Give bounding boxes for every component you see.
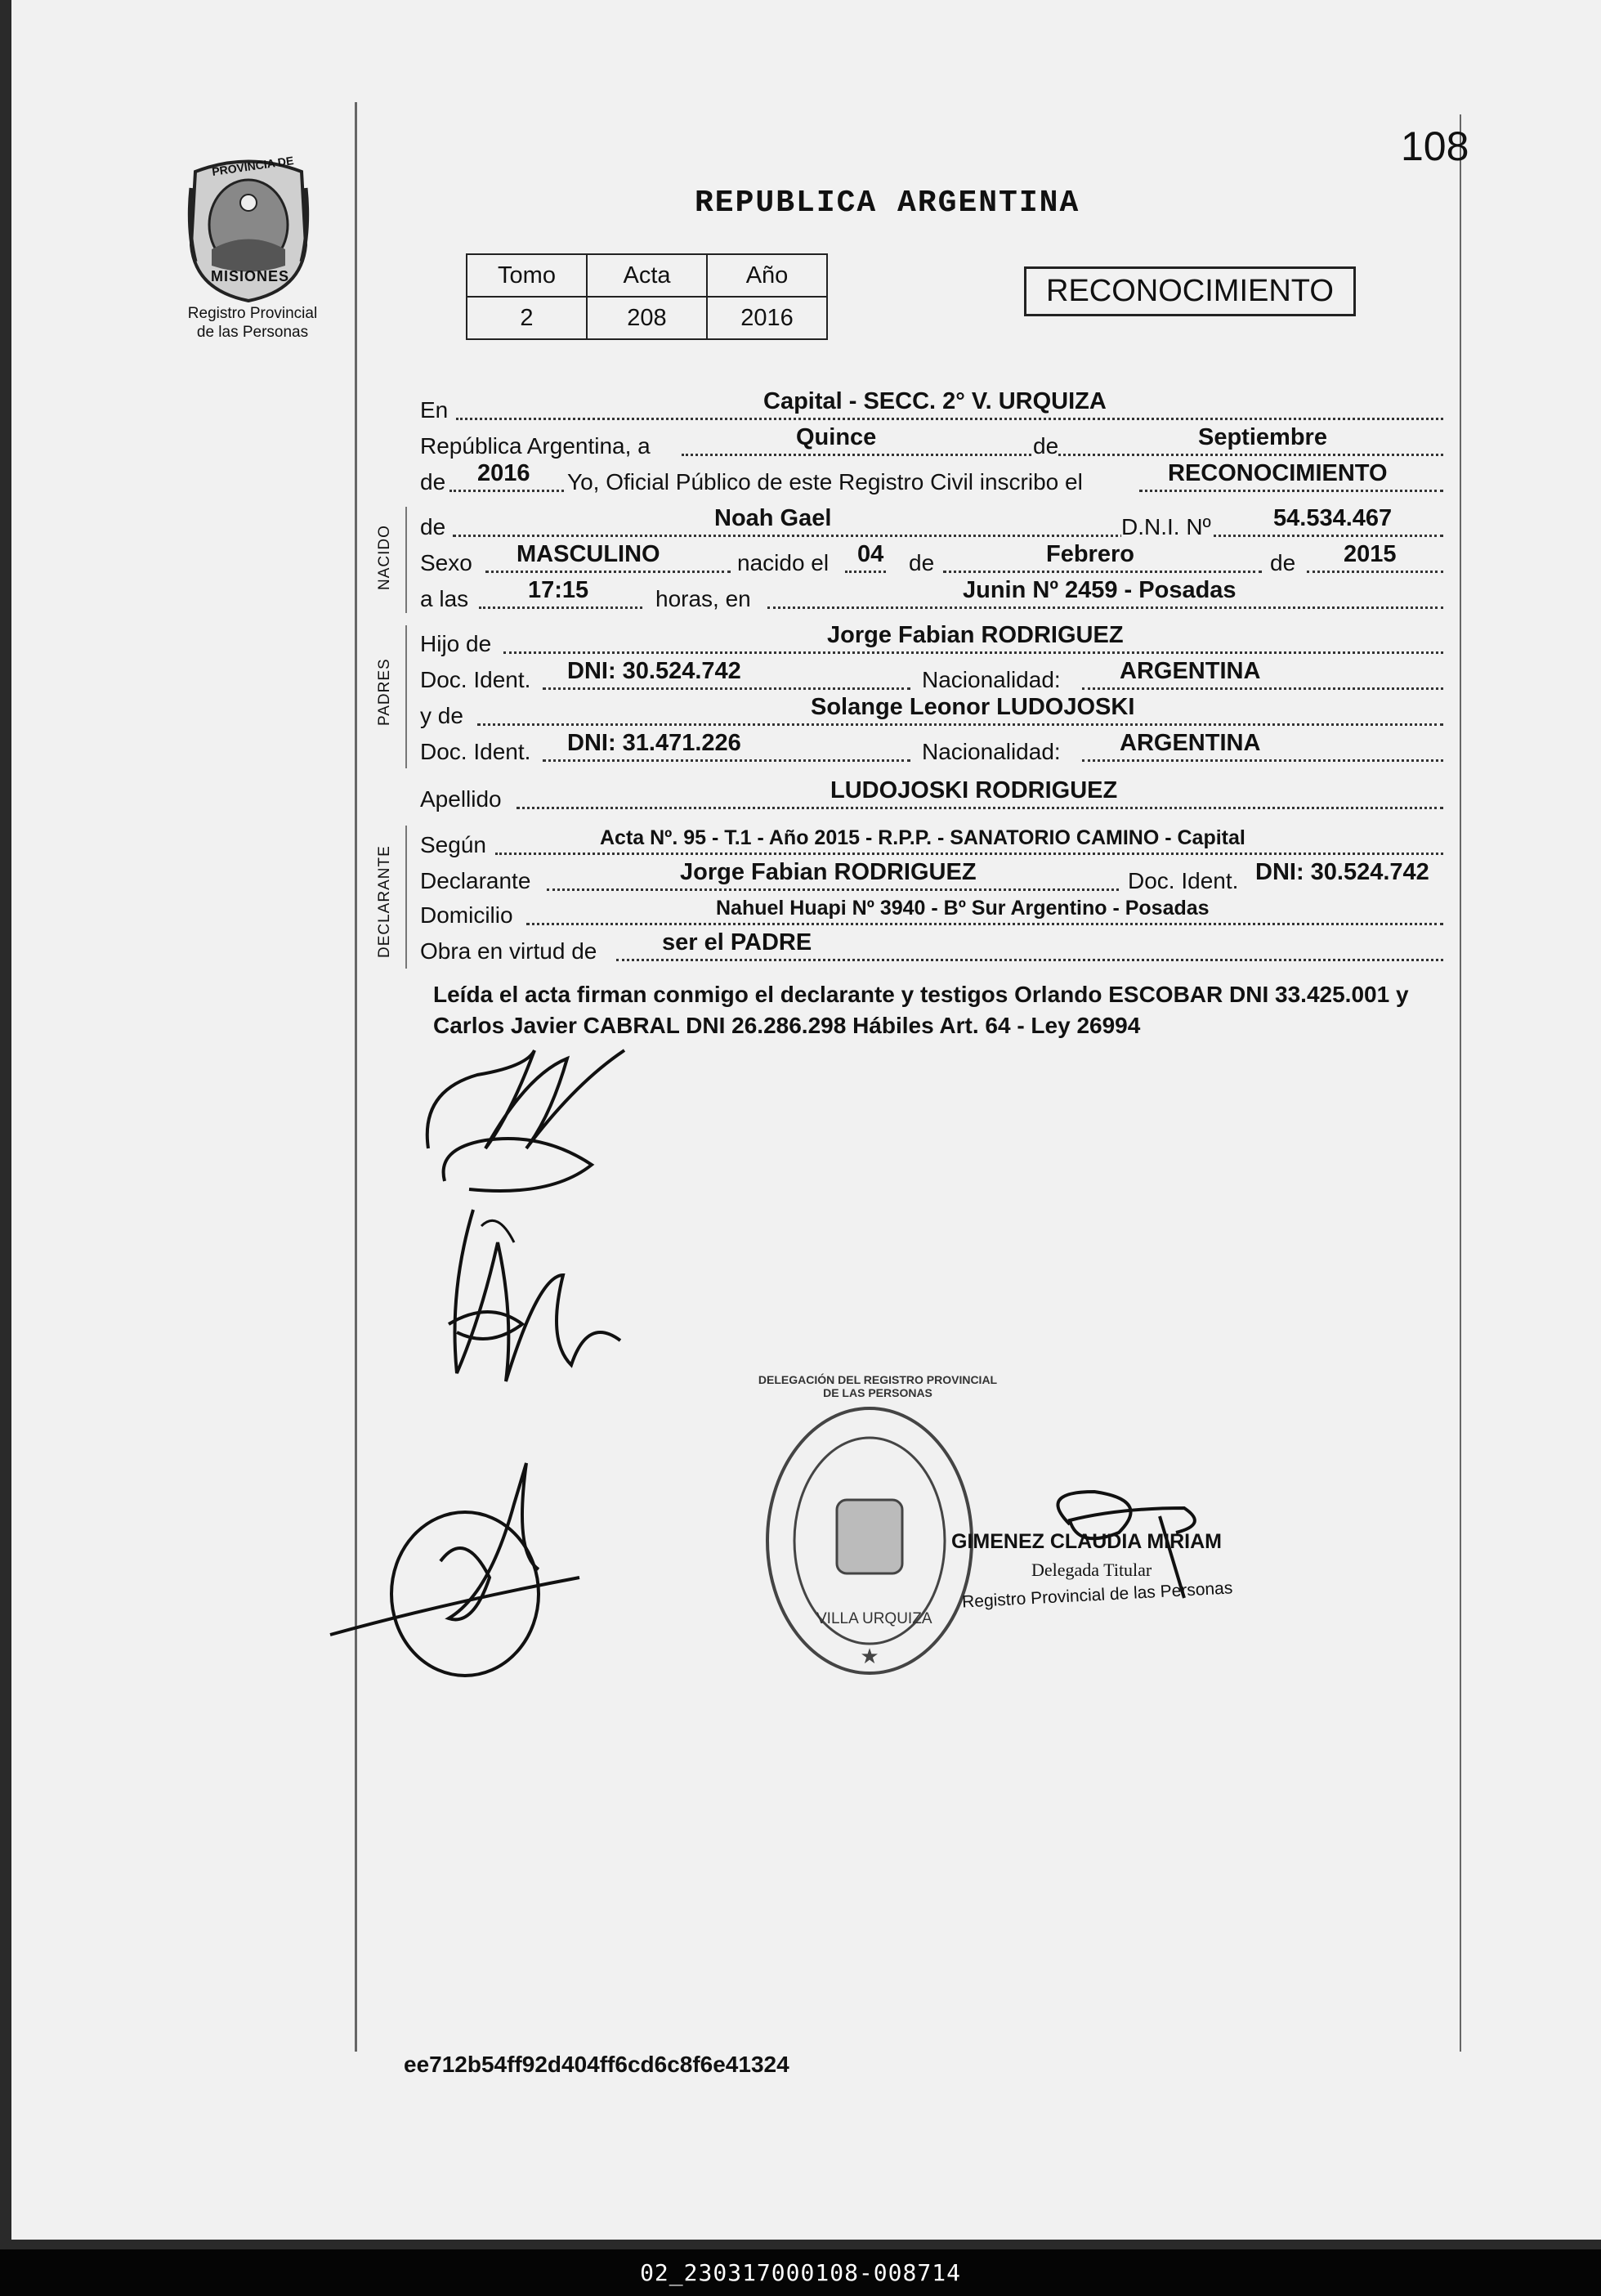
hijo-de-label: Hijo de — [420, 631, 492, 656]
section-label-nacido: NACIDO — [376, 525, 393, 590]
line-apellido — [420, 778, 1443, 814]
svg-text:★: ★ — [860, 1644, 879, 1668]
birth-time: 17:15 — [528, 577, 589, 603]
line-domicilio — [420, 894, 1443, 930]
horas-label: horas, en — [655, 586, 751, 611]
signature-2-icon — [424, 1193, 637, 1414]
seal-top-text: PROVINCIA DE — [211, 154, 295, 178]
apellido-value: LUDOJOSKI RODRIGUEZ — [830, 777, 1118, 803]
child-dni: 54.534.467 — [1273, 505, 1393, 531]
en-value: Capital - SECC. 2° V. URQUIZA — [763, 388, 1107, 414]
line-obra — [420, 930, 1443, 966]
line-mother-doc — [420, 731, 1443, 767]
segun-label: Según — [420, 832, 486, 857]
birth-de-label-2: de — [1270, 550, 1296, 575]
act-type-box: RECONOCIMIENTO — [1024, 266, 1356, 316]
section-label-padres: PADRES — [376, 658, 393, 726]
tomo-header: Tomo — [467, 254, 587, 297]
line-en — [420, 389, 1443, 425]
official-name: GIMENEZ CLAUDIA MIRIAM — [951, 1530, 1222, 1553]
apellido-label: Apellido — [420, 786, 502, 812]
month-value: Septiembre — [1198, 424, 1327, 450]
country-title: REPUBLICA ARGENTINA — [695, 186, 1080, 221]
section-label-declarante: DECLARANTE — [376, 845, 393, 958]
birth-month: Febrero — [1046, 541, 1134, 567]
nacido-el-label: nacido el — [737, 550, 830, 575]
declarante-label: Declarante — [420, 868, 531, 893]
obra-label: Obra en virtud de — [420, 938, 597, 964]
birth-year: 2015 — [1344, 541, 1397, 567]
mother-nationality: ARGENTINA — [1120, 730, 1261, 756]
footer-code: 02_230317000108-008714 — [0, 2249, 1601, 2296]
declarante-name: Jorge Fabian RODRIGUEZ — [680, 859, 977, 885]
birth-de-label: de — [909, 550, 935, 575]
sexo-value: MASCULINO — [517, 541, 660, 567]
child-name: Noah Gael — [714, 505, 832, 531]
anio-value: 2016 — [707, 297, 827, 339]
tomo-value: 2 — [467, 297, 587, 339]
official-role: Delegada Titular — [1031, 1560, 1152, 1580]
closing-text: Leída el acta firman conmigo el declarante y testigos Orlando ESCOBAR DNI 33.425.001 y Carlos Javier CABRAL DNI 26.286.298 Hábiles Art. 64 - Ley 26994 — [433, 982, 1409, 1038]
father-doc: DNI: 30.524.742 — [567, 658, 741, 684]
segun-value: Acta Nº. 95 - T.1 - Año 2015 - R.P.P. - SANATORIO CAMINO - Capital — [600, 826, 1245, 849]
father-doc-label: Doc. Ident. — [420, 667, 531, 692]
birth-day: 04 — [857, 541, 884, 567]
de-label: de — [1033, 433, 1059, 459]
sexo-label: Sexo — [420, 550, 472, 575]
year-de-label: de — [420, 469, 446, 495]
tomo-acta-table — [466, 253, 828, 340]
page-number: 108 — [1401, 123, 1469, 169]
line-declarante — [420, 860, 1443, 896]
line-father-doc — [420, 659, 1443, 695]
signature-3-icon — [326, 1455, 628, 1692]
en-label: En — [420, 397, 449, 423]
birth-place: Junin Nº 2459 - Posadas — [963, 577, 1237, 603]
right-margin-line — [1460, 114, 1461, 2052]
republica-label: República Argentina, a — [420, 433, 651, 459]
dni-label: D.N.I. Nº — [1121, 514, 1211, 539]
line-y-de — [420, 695, 1443, 731]
document-hash: ee712b54ff92d404ff6cd6c8f6e41324 — [404, 2052, 789, 2077]
seal-bottom-text: MISIONES — [211, 268, 290, 284]
left-margin-line — [355, 102, 357, 2052]
father-name: Jorge Fabian RODRIGUEZ — [827, 622, 1124, 648]
domicilio-value: Nahuel Huapi Nº 3940 - Bº Sur Argentino - Posadas — [716, 897, 1210, 920]
round-stamp-inner-text: VILLA URQUIZA — [816, 1610, 932, 1627]
inscribo-text: Yo, Oficial Público de este Registro Civil inscribo el — [567, 469, 1083, 495]
registry-caption-line-2: de las Personas — [196, 324, 309, 341]
alas-label: a las — [420, 586, 469, 611]
registry-caption — [159, 304, 347, 342]
acta-header: Acta — [587, 254, 707, 297]
registry-caption-line-1: Registro Provincial — [187, 305, 318, 322]
day-value: Quince — [796, 424, 877, 450]
acta-value: 208 — [587, 297, 707, 339]
round-stamp-ring-text: DELEGACIÓN DEL REGISTRO PROVINCIAL DE LAS PERSONAS — [758, 1373, 998, 1399]
line-republica — [420, 425, 1443, 461]
mother-nat-label: Nacionalidad: — [922, 739, 1061, 764]
obra-value: ser el PADRE — [662, 929, 812, 956]
act-value: RECONOCIMIENTO — [1168, 460, 1388, 486]
father-nationality: ARGENTINA — [1120, 658, 1261, 684]
anio-header: Año — [707, 254, 827, 297]
document-sheet — [11, 0, 1601, 2240]
father-nat-label: Nacionalidad: — [922, 667, 1061, 692]
line-segun — [420, 824, 1443, 860]
year-value: 2016 — [477, 460, 530, 486]
line-nacido-sexo — [420, 542, 1443, 578]
declarante-doc-label: Doc. Ident. — [1128, 868, 1239, 893]
official-registry: Registro Provincial de las Personas — [961, 1578, 1233, 1612]
y-de-label: y de — [420, 703, 463, 728]
declarante-doc: DNI: 30.524.742 — [1255, 859, 1429, 885]
mother-doc-label: Doc. Ident. — [420, 739, 531, 764]
line-nacido-name — [420, 506, 1443, 542]
line-year — [420, 461, 1443, 497]
line-nacido-hora — [420, 578, 1443, 614]
nacido-de-label: de — [420, 514, 446, 539]
mother-doc: DNI: 31.471.226 — [567, 730, 741, 756]
mother-name: Solange Leonor LUDOJOSKI — [811, 694, 1135, 720]
line-hijo-de — [420, 623, 1443, 659]
signature-1-icon — [412, 1026, 682, 1214]
domicilio-label: Domicilio — [420, 902, 513, 928]
